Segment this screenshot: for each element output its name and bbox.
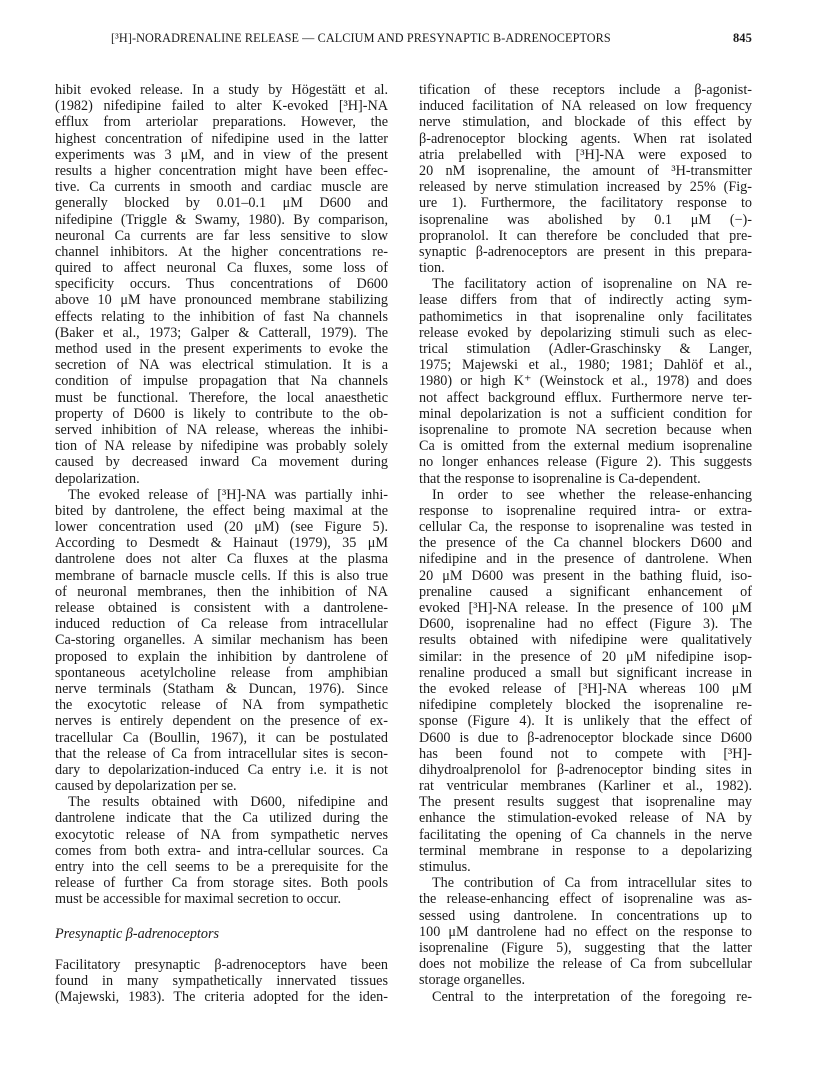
text-line: isoprenaline (Figure 5), suggesting that the latter (419, 939, 752, 956)
text-line: (Baker et al., 1973; Galper & Catterall, 1979). The (55, 324, 388, 341)
running-title: [³H]-NORADRENALINE RELEASE — CALCIUM AND PRESYNAPTIC Β-ADRENOCEPTORS (111, 31, 611, 45)
text-line: that the release of Ca from intracellular sites is secon- (55, 745, 388, 762)
text-line: similar: in the presence of 20 μM nifedipine isop- (419, 648, 752, 665)
right-column (419, 82, 752, 1005)
text-line: dantrolene indicate that the Ca utilized during the (55, 810, 388, 827)
text-line: tracellular Ca (Boullin, 1967), it can be postulated (55, 729, 388, 746)
text-line: release obtained is consistent with a dantrolene- (55, 600, 388, 616)
text-line: condition of impulse propagation that Na channels (55, 373, 388, 390)
text-line: propranolol. It can therefore be concluded that pre- (419, 227, 752, 244)
text-line: 1980) or high K⁺ (Weinstock et al., 1978) and does (419, 373, 752, 390)
text-line: efflux from arteriolar preparations. However, the (55, 114, 388, 131)
paragraph (419, 875, 752, 988)
text-line: must be functional. Therefore, the local anaesthetic (55, 389, 388, 406)
text-line: 1975; Majewski et al., 1980; 1981; Dahlöf et al., (419, 357, 752, 374)
text-line: above 10 μM have pronounced membrane stabilizing (55, 292, 388, 309)
text-line: generally blocked by 0.01–0.1 μM D600 and (55, 195, 388, 212)
text-line: not affect background efflux. Furthermore nerve ter- (419, 389, 752, 406)
text-line: found in many sympathetically innervated tissues (55, 972, 388, 989)
text-line: no longer enhances release (Figure 2). This suggests (419, 454, 752, 471)
text-line: The evoked release of [³H]-NA was partially inhi- (68, 486, 388, 503)
text-line: 100 μM dantrolene had no effect on the response to (419, 923, 752, 940)
left-column (55, 82, 388, 1005)
text-line: specificity occurs. Thus concentrations of D600 (55, 276, 388, 293)
text-line: the exocytotic release of NA from sympathetic (55, 697, 388, 714)
text-line: stimulus. (419, 859, 471, 875)
text-line: exocytotic release of NA from sympathetic nerves (55, 826, 388, 843)
text-line: The present results suggest that isoprenaline may (419, 794, 752, 811)
running-header (111, 31, 752, 49)
text-line: the release-enhancing effect of isoprenaline was as- (419, 891, 752, 908)
text-line: prenaline caused a significant enhancement of (419, 583, 752, 600)
text-line: released by nerve stimulation increased by 25% (Fig- (419, 179, 752, 196)
text-line: dary to depolarization-induced Ca entry i.e. it is not (55, 761, 388, 778)
text-line: comes from both extra- and intra-cellular sources. Ca (55, 842, 388, 859)
text-line: induced facilitation of NA released on low frequency (419, 98, 752, 115)
text-line: ure 1). Furthermore, the facilitatory response to (419, 195, 752, 212)
text-line: nifedipine (Triggle & Swamy, 1980). By comparison, (55, 211, 388, 228)
text-line: tification of these receptors include a β-agonist- (419, 82, 752, 98)
text-line: D600, isoprenaline had no effect (Figure 3). The (419, 616, 752, 633)
text-line: lower concentration used (20 μM) (see Figure 5). (55, 519, 388, 536)
text-line: β-adrenoceptor blocking agents. When rat isolated (419, 130, 752, 147)
text-line: enhance the stimulation-evoked release of NA by (419, 810, 752, 827)
text-line: Ca-storing organelles. A similar mechanism has been (55, 632, 388, 649)
text-line: the presence of the Ca channel blockers D600 and (419, 535, 752, 552)
text-line: cellular Ca, the response to isoprenaline was tested in (419, 519, 752, 536)
text-line: the evoked release of [³H]-NA whereas 100 μM (419, 680, 752, 697)
text-line: terminal membrane in response to a depolarizing (419, 842, 752, 859)
text-line: nerve terminals (Statham & Duncan, 1976). Since (55, 680, 388, 697)
text-line: bited by dantrolene, the effect being maximal at the (55, 502, 388, 519)
text-line: facilitating the opening of Ca channels in the nerve (419, 826, 752, 843)
text-line: (Majewski, 1983). The criteria adopted for the iden- (55, 989, 388, 1006)
text-line: rat ventricular membranes (Karliner et al., 1982). (419, 778, 752, 795)
text-line: nerve stimulation, and blockade of this effect by (419, 114, 752, 131)
text-line: hibit evoked release. In a study by Högestätt et al. (55, 82, 388, 98)
text-line: caused by decreased inward Ca movement during (55, 454, 388, 471)
paragraph (55, 794, 388, 907)
text-line: results obtained with nifedipine were qualitatively (419, 632, 752, 649)
text-line: that the response to isoprenaline is Ca-dependent. (419, 470, 701, 487)
text-line: nifedipine and in the presence of dantrolene. When (419, 551, 752, 568)
text-line: property of D600 is likely to contribute to the ob- (55, 405, 388, 422)
text-line: The results obtained with D600, nifedipine and (68, 794, 388, 811)
text-line: In order to see whether the release-enhancing (432, 486, 752, 503)
text-line: nerves is entirely dependent on the presence of ex- (55, 713, 388, 730)
text-line: release evoked by depolarizing stimuli such as elec- (419, 324, 752, 341)
text-line: induced reduction of Ca release from intracellular (55, 616, 388, 633)
text-line: caused by depolarization per se. (55, 778, 237, 795)
paragraph (419, 82, 752, 276)
text-line: entry into the cell seems to be a prerequisite for the (55, 859, 388, 875)
text-line: must be accessible for maximal secretion to occur. (55, 891, 342, 908)
text-line: channel inhibitors. At the higher concentrations re- (55, 243, 388, 260)
text-line: pathomimetics in that isoprenaline only facilitates (419, 308, 752, 325)
text-line: spontaneous acetylcholine release from amphibian (55, 664, 388, 681)
text-line: isoprenaline to promote NA secretion because when (419, 421, 752, 438)
text-line: tion of NA release by nifedipine was probably solely (55, 438, 388, 455)
text-line: of neuronal membranes, then the inhibition of NA (55, 583, 388, 600)
paragraph (419, 487, 752, 876)
text-line: (1982) nifedipine failed to alter K-evoked [³H]-NA (55, 98, 388, 115)
text-line: tive. Ca currents in smooth and cardiac muscle are (55, 179, 388, 196)
text-line: Ca is omitted from the external medium isoprenaline (419, 438, 752, 455)
text-line: highest concentration of nifedipine used in the latter (55, 130, 388, 147)
text-line: The contribution of Ca from intracellular sites to (432, 875, 752, 892)
text-line: sponse (Figure 4). It is unlikely that the effect of (419, 713, 752, 730)
text-line: isoprenaline was abolished by 0.1 μM (−)- (419, 211, 752, 228)
text-line: method used in the present experiments to evoke the (55, 341, 388, 357)
text-line: dihydroalprenolol for β-adrenoceptor binding sites in (419, 761, 752, 778)
text-line: served inhibition of NA release, whereas the inhibi- (55, 421, 388, 438)
paragraph (55, 957, 388, 1006)
section-heading: Presynaptic β-adrenoceptors (55, 925, 220, 942)
text-line: quired to affect neuronal Ca fluxes, some loss of (55, 260, 388, 277)
paragraph (419, 989, 752, 1005)
text-line: experiments was 3 μM, and in view of the present (55, 146, 388, 163)
text-line: sessed using dantrolene. In concentrations up to (419, 907, 752, 924)
paragraph (419, 276, 752, 486)
text-line: synaptic β-adrenoceptors are present in this prepara- (419, 243, 752, 260)
page-number: 845 (732, 31, 752, 45)
text-line: minal depolarization is not a sufficient condition for (419, 405, 752, 422)
text-line: storage organelles. (419, 972, 526, 989)
text-line: The facilitatory action of isoprenaline on NA re- (432, 276, 752, 293)
text-line: Facilitatory presynaptic β-adrenoceptors have been (55, 956, 388, 973)
text-line: has been found not to compete with [³H]- (419, 745, 752, 762)
paragraph (55, 487, 388, 795)
text-line: response to isoprenaline required intra- or extra- (419, 502, 752, 519)
text-line: atria prelabelled with [³H]-NA were exposed to (419, 146, 752, 163)
text-line: secretion of NA was electrical stimulation. It is a (55, 357, 388, 374)
text-line: lease differs from that of indirectly acting sym- (419, 292, 752, 309)
text-line: Central to the interpretation of the foregoing re- (432, 988, 752, 1005)
text-line: does not mobilize the release of Ca from subcellular (419, 956, 752, 973)
text-line: proposed to explain the inhibition by dantrolene of (55, 648, 388, 665)
text-line: 20 μM D600 was present in the bathing fluid, iso- (419, 567, 752, 584)
text-line: release of further Ca from storage sites. Both pools (55, 875, 388, 892)
text-line: membrane of barnacle muscle cells. If this is also true (55, 567, 388, 584)
text-line: 20 nM isoprenaline, the amount of ³H-transmitter (419, 162, 752, 179)
text-line: depolarization. (55, 470, 140, 487)
text-line: results a higher concentration might have been effec- (55, 162, 388, 179)
text-line: effects relating to the inhibition of fast Na channels (55, 308, 388, 325)
text-line: tion. (419, 260, 445, 277)
text-line: trical stimulation (Adler-Graschinsky & Langer, (419, 341, 752, 357)
text-line: neuronal Ca currents are far less sensitive to slow (55, 227, 388, 244)
text-line: renaline produced a small but significant increase in (419, 664, 752, 681)
text-line: D600 is due to β-adrenoceptor blockade since D600 (419, 729, 752, 746)
text-line: nifedipine completely blocked the isoprenaline re- (419, 697, 752, 714)
paragraph (55, 82, 388, 487)
text-line: dantrolene does not alter Ca fluxes at the plasma (55, 551, 388, 568)
text-line: According to Desmedt & Hainaut (1979), 35 μM (55, 535, 388, 552)
text-line: evoked [³H]-NA release. In the presence of 100 μM (419, 600, 752, 616)
